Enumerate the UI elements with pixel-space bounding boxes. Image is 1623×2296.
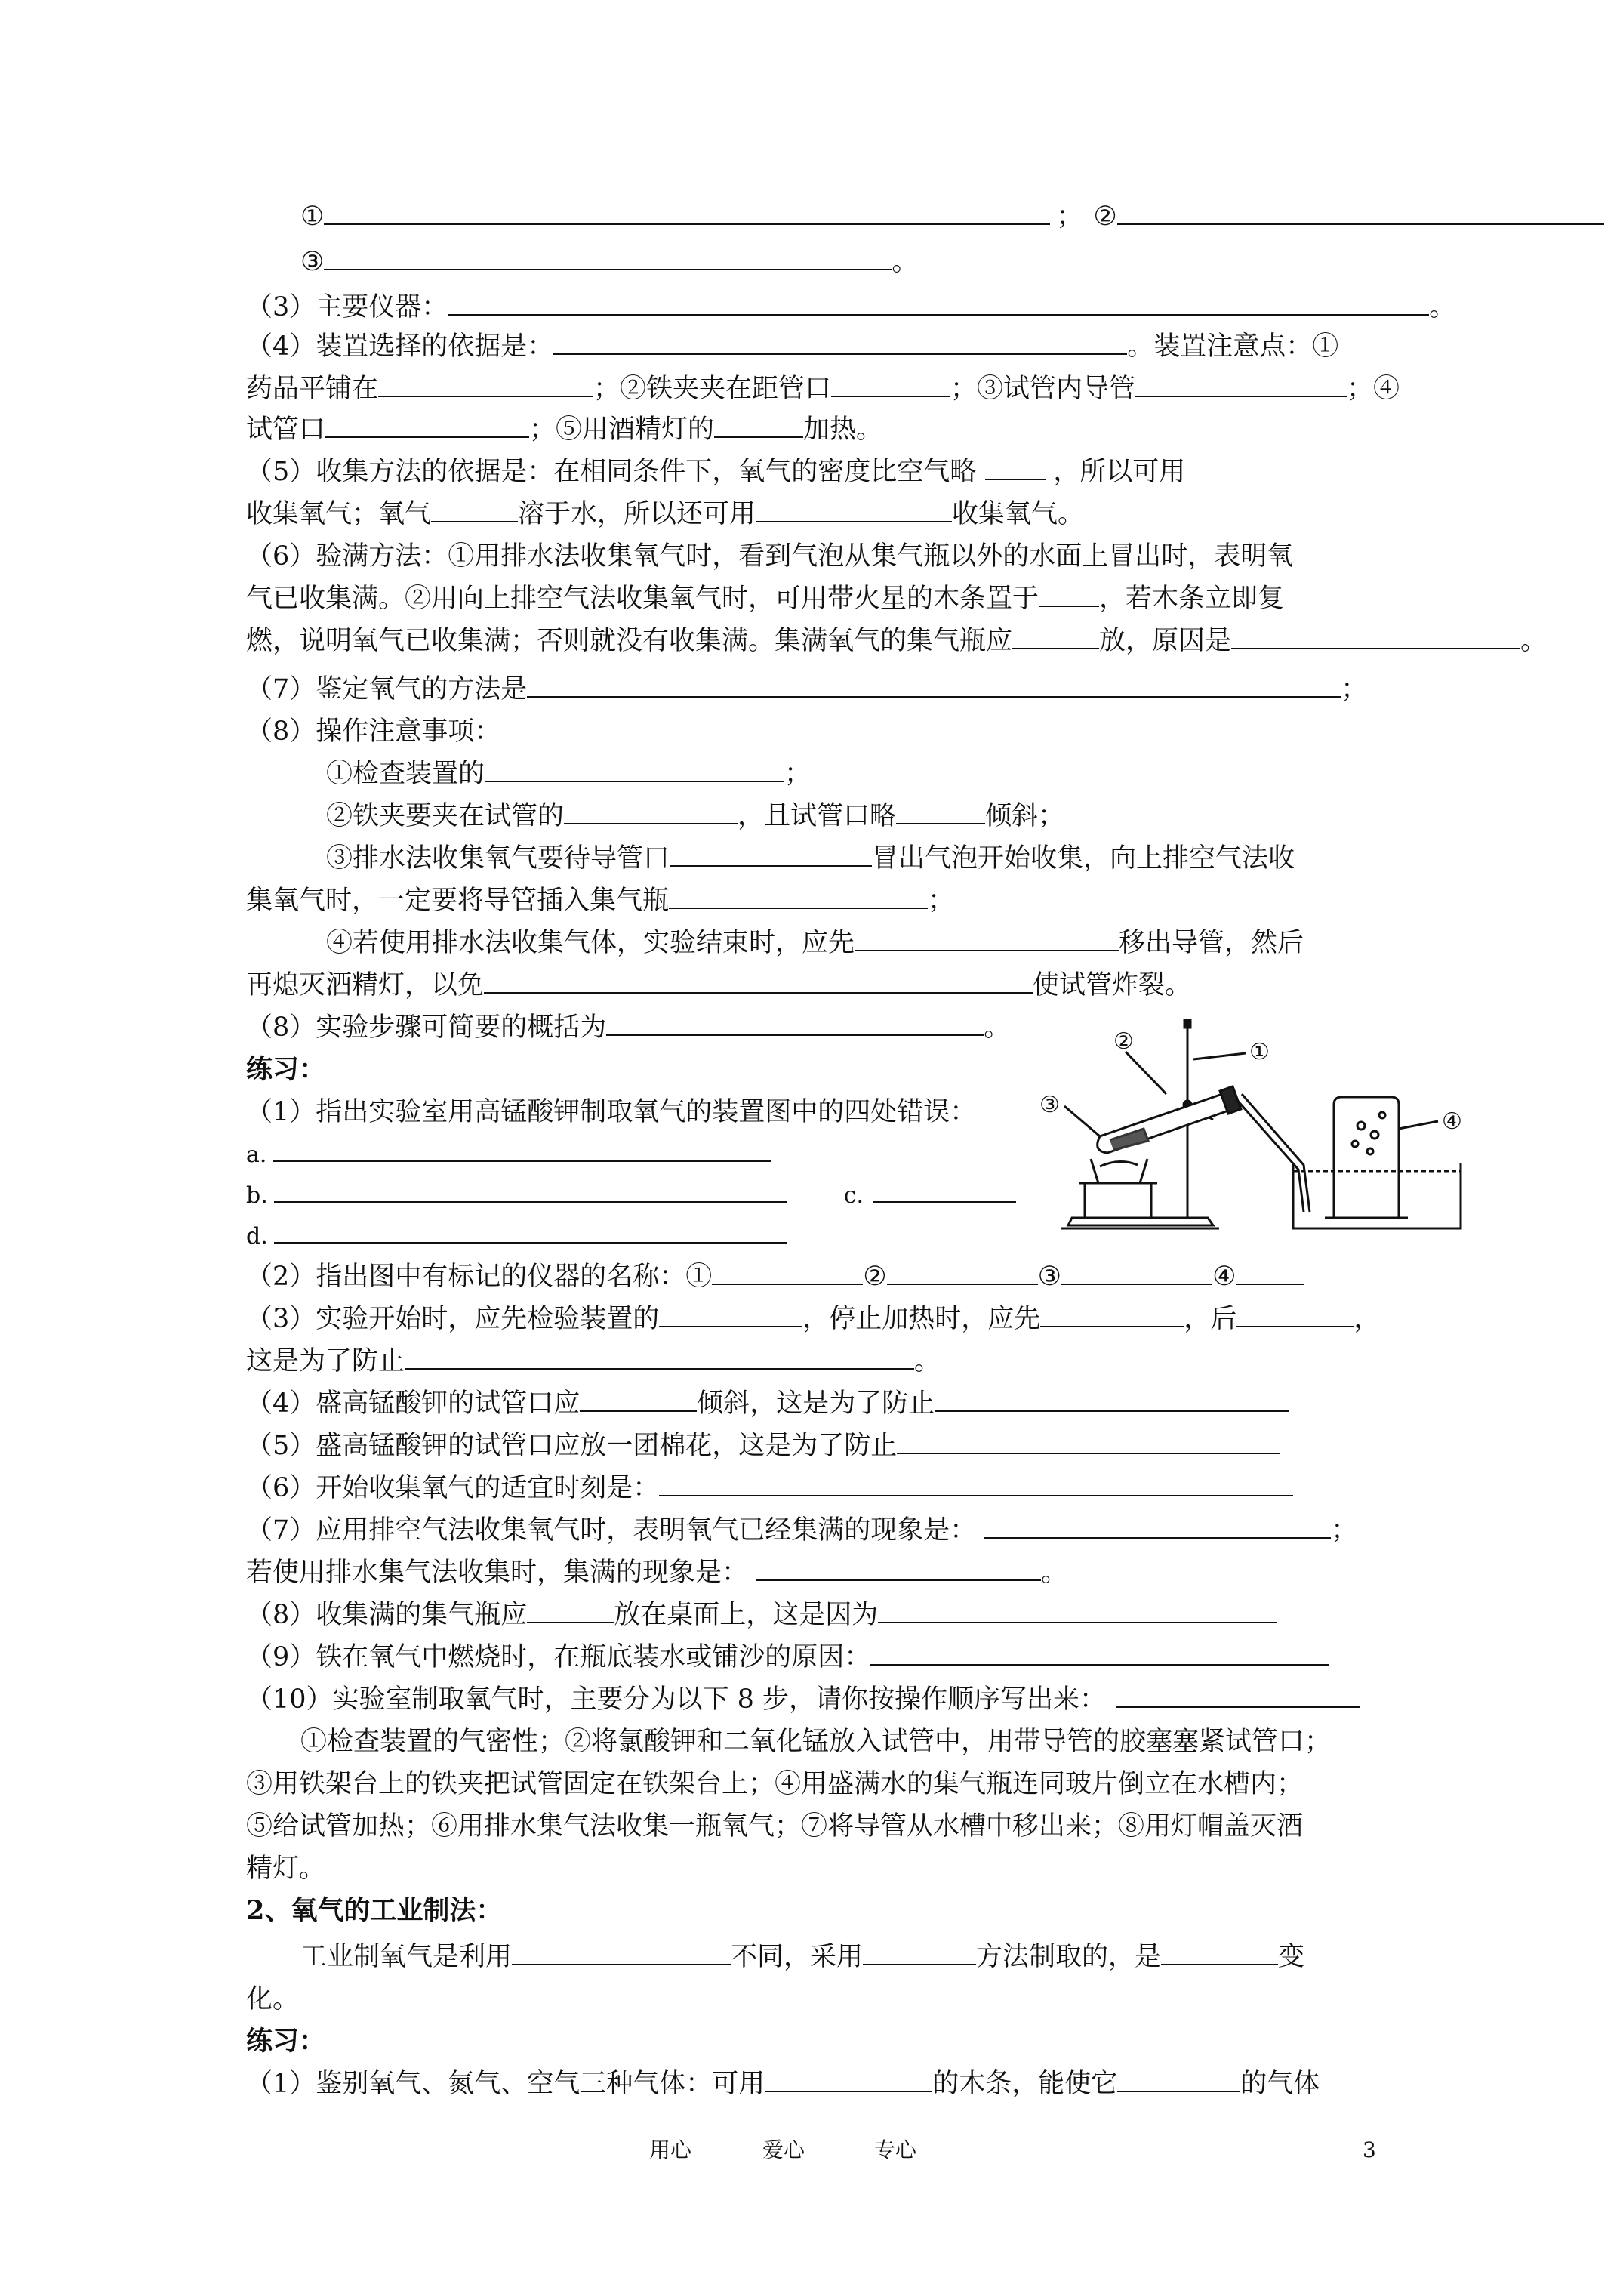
answer-blank[interactable] <box>1116 1684 1360 1708</box>
footer-motto-3: 专心 <box>874 2137 917 2162</box>
answer-blank[interactable] <box>896 800 985 824</box>
answer-blank[interactable] <box>324 246 892 270</box>
figure-label-3: ③ <box>1039 1092 1060 1118</box>
text: 试管口 <box>246 415 326 445</box>
answer-blank[interactable] <box>714 414 803 438</box>
text: ③ <box>1037 1262 1062 1292</box>
text: ； <box>1331 1515 1358 1546</box>
answer-blank[interactable] <box>553 331 1127 355</box>
text: ； <box>928 886 955 916</box>
text: c. <box>843 1182 864 1209</box>
text: 使试管炸裂。 <box>1033 970 1192 1000</box>
text: 倾斜； <box>985 801 1065 831</box>
footer-motto-2: 爱心 <box>762 2137 805 2162</box>
line-25 <box>246 1219 787 1253</box>
text: ， <box>1354 1304 1381 1334</box>
line-16 <box>326 842 1295 875</box>
line-32 <box>246 1514 1357 1547</box>
text: 。 <box>892 247 919 277</box>
text: ，所以可用 <box>1053 457 1186 487</box>
text: （8）实验步骤可简要的概括为 <box>246 1012 607 1043</box>
text: （1）鉴别氧气、氮气、空气三种气体：可用 <box>246 2069 765 2099</box>
line-41 <box>246 1894 502 1928</box>
line-22 <box>246 1096 976 1129</box>
text: （2）指出图中有标记的仪器的名称：① <box>246 1262 713 1292</box>
text: 的木条，能使它 <box>932 2069 1118 2099</box>
text: 放在桌面上，这是因为 <box>614 1600 879 1630</box>
answer-blank[interactable] <box>1236 1303 1354 1327</box>
answer-blank[interactable] <box>606 1012 984 1036</box>
text: 燃，说明氧气已收集满；否则就没有收集满。集满氧气的集气瓶应 <box>246 626 1013 656</box>
text: ④ <box>1212 1262 1236 1292</box>
answer-blank[interactable] <box>1117 2068 1240 2092</box>
answer-blank[interactable] <box>485 758 784 782</box>
answer-blank[interactable] <box>870 1641 1329 1666</box>
answer-blank[interactable] <box>935 1388 1289 1412</box>
answer-blank[interactable] <box>887 1261 1038 1285</box>
text: ③ <box>300 247 325 277</box>
page-number: 3 <box>1363 2137 1376 2162</box>
line-7 <box>246 455 1185 488</box>
line-24 <box>246 1179 1016 1212</box>
answer-blank[interactable] <box>712 1261 863 1285</box>
line-34 <box>246 1598 1277 1632</box>
text: 。 <box>1520 626 1548 656</box>
answer-blank[interactable] <box>324 201 1050 225</box>
answer-blank[interactable] <box>1039 583 1099 607</box>
text: 。 <box>984 1012 1011 1043</box>
line-20 <box>246 1011 1010 1044</box>
text: 若使用排水集气法收集时，集满的现象是： <box>246 1558 749 1588</box>
answer-blank[interactable] <box>670 843 872 867</box>
text: 收集氧气；氧气 <box>246 499 432 529</box>
text: 药品平铺在 <box>246 374 379 404</box>
text: （3）实验开始时，应先检验装置的 <box>246 1304 660 1334</box>
answer-blank[interactable] <box>985 456 1046 480</box>
text: ； <box>1341 674 1368 704</box>
text: （6）验满方法：①用排水法收集氧气时，看到气泡从集气瓶以外的水面上冒出时，表明氧 <box>246 541 1294 572</box>
text: （5）盛高锰酸钾的试管口应放一团棉花，这是为了防止 <box>246 1431 898 1461</box>
line-26 <box>246 1260 1304 1293</box>
text: 溶于水，所以还可用 <box>518 499 756 529</box>
answer-blank[interactable] <box>580 1388 697 1412</box>
line-11 <box>246 624 1547 658</box>
line-2 <box>300 245 918 279</box>
answer-blank[interactable] <box>1040 1303 1184 1327</box>
text: ，若木条立即复 <box>1099 584 1285 614</box>
answer-blank[interactable] <box>1012 625 1099 649</box>
text: b. <box>246 1182 268 1209</box>
answer-blank[interactable] <box>878 1599 1277 1623</box>
answer-blank[interactable] <box>1061 1261 1212 1285</box>
text: ； <box>1056 202 1083 232</box>
line-23 <box>246 1138 771 1171</box>
text: ①检查装置的 <box>326 759 485 789</box>
text: （9）铁在氧气中燃烧时，在瓶底装水或铺沙的原因： <box>246 1642 871 1672</box>
text: ① <box>300 202 325 232</box>
text: 变 <box>1278 1942 1305 1972</box>
text: （7）鉴定氧气的方法是 <box>246 674 528 704</box>
text: 放，原因是 <box>1099 626 1232 656</box>
text: （4）装置选择的依据是： <box>246 331 554 362</box>
answer-blank[interactable] <box>863 1941 976 1965</box>
line-12 <box>246 673 1367 706</box>
answer-blank[interactable] <box>274 1179 787 1203</box>
answer-blank[interactable] <box>659 1303 802 1327</box>
text: 冒出气泡开始收集，向上排空气法收 <box>872 843 1295 874</box>
text: （7）应用排空气法收集氧气时，表明氧气已经集满的现象是： <box>246 1515 977 1546</box>
text: ；③试管内导管 <box>950 374 1136 404</box>
text: 2、氧气的工业制法： <box>246 1895 503 1926</box>
line-4 <box>246 330 1338 363</box>
text: （5）收集方法的依据是：在相同条件下，氧气的密度比空气略 <box>246 457 977 487</box>
text: ④若使用排水法收集气体，实验结束时，应先 <box>326 928 855 958</box>
text: （6）开始收集氧气的适宜时刻是： <box>246 1473 660 1503</box>
line-37 <box>300 1725 1331 1758</box>
text: 再熄灭酒精灯，以免 <box>246 970 485 1000</box>
text: 。 <box>1041 1558 1068 1588</box>
text: （8）收集满的集气瓶应 <box>246 1600 528 1630</box>
text: ，且试管口略 <box>738 801 897 831</box>
text: （4）盛高锰酸钾的试管口应 <box>246 1388 581 1419</box>
line-21 <box>246 1053 325 1086</box>
answer-blank[interactable] <box>756 1557 1041 1581</box>
text: （8）操作注意事项： <box>246 717 501 747</box>
answer-blank[interactable] <box>984 1515 1331 1539</box>
text: ； <box>784 759 812 789</box>
text: 练习： <box>246 1054 326 1085</box>
line-30 <box>246 1429 1280 1462</box>
figure-label-4: ④ <box>1442 1108 1462 1135</box>
line-6 <box>246 413 882 446</box>
figure-label-1: ① <box>1249 1039 1270 1065</box>
text: 精灯。 <box>246 1854 326 1884</box>
answer-blank[interactable] <box>873 1179 1016 1203</box>
answer-blank[interactable] <box>1161 1941 1278 1965</box>
text: a. <box>246 1142 267 1168</box>
answer-blank[interactable] <box>756 498 952 522</box>
line-42 <box>300 1940 1304 1974</box>
text: （3）主要仪器： <box>246 292 448 322</box>
text: 。装置注意点：① <box>1127 331 1339 362</box>
text: 气已收集满。②用向上排空气法收集氧气时，可用带火星的木条置于 <box>246 584 1039 614</box>
line-33 <box>246 1556 1067 1589</box>
figure-label-2: ② <box>1113 1028 1134 1055</box>
line-39 <box>246 1810 1303 1843</box>
line-14 <box>326 757 811 791</box>
line-36 <box>246 1683 1360 1716</box>
line-28 <box>246 1345 941 1378</box>
line-1 <box>300 200 1604 233</box>
answer-blank[interactable] <box>765 2068 932 2092</box>
answer-blank[interactable] <box>431 498 518 522</box>
answer-blank[interactable] <box>512 1941 731 1965</box>
text: 这是为了防止 <box>246 1346 405 1376</box>
text: 收集氧气。 <box>952 499 1085 529</box>
text: ；②铁夹夹在距管口 <box>593 374 832 404</box>
answer-blank[interactable] <box>1117 201 1604 225</box>
answer-blank[interactable] <box>325 414 529 438</box>
line-5 <box>246 372 1400 405</box>
text: ①检查装置的气密性；②将氯酸钾和二氧化锰放入试管中，用带导管的胶塞塞紧试管口； <box>300 1727 1332 1757</box>
text: ⑤给试管加热；⑥用排水集气法收集一瓶氧气；⑦将导管从水槽中移出来；⑧用灯帽盖灭酒 <box>246 1811 1304 1841</box>
footer-motto-1: 用心 <box>649 2137 692 2162</box>
answer-blank[interactable] <box>1236 1261 1304 1285</box>
text: 。 <box>1429 292 1456 322</box>
text: ，停止加热时，应先 <box>802 1304 1041 1334</box>
answer-blank[interactable] <box>1135 373 1347 397</box>
answer-blank[interactable] <box>659 1472 1293 1496</box>
line-8 <box>246 498 1084 531</box>
answer-blank[interactable] <box>831 373 950 397</box>
answer-blank[interactable] <box>378 373 593 397</box>
line-17 <box>246 884 954 917</box>
answer-blank[interactable] <box>527 1599 614 1623</box>
line-31 <box>246 1472 1293 1505</box>
text: 练习： <box>246 2026 326 2057</box>
line-44 <box>246 2025 325 2058</box>
answer-blank[interactable] <box>564 800 738 824</box>
answer-blank[interactable] <box>669 885 928 909</box>
answer-blank[interactable] <box>274 1219 787 1244</box>
text: ；⑤用酒精灯的 <box>529 415 715 445</box>
answer-blank[interactable] <box>273 1138 771 1162</box>
text: （10）实验室制取氧气时，主要分为以下 8 步，请你按操作顺序写出来： <box>246 1684 1107 1715</box>
text: ③用铁架台上的铁夹把试管固定在铁架台上；④用盛满水的集气瓶连同玻片倒立在水槽内； <box>246 1769 1304 1799</box>
text: 集氧气时，一定要将导管插入集气瓶 <box>246 886 670 916</box>
text: 的气体 <box>1240 2069 1320 2099</box>
text: ② <box>1093 202 1117 232</box>
line-29 <box>246 1387 1289 1420</box>
text: 方法制取的，是 <box>976 1942 1162 1972</box>
text: 不同，采用 <box>731 1942 864 1972</box>
text: 倾斜，这是为了防止 <box>697 1388 935 1419</box>
text: ③排水法收集氧气要待导管口 <box>326 843 670 874</box>
line-43 <box>246 1983 299 2016</box>
line-18 <box>326 926 1304 960</box>
answer-blank[interactable] <box>855 927 1119 951</box>
line-10 <box>246 582 1284 615</box>
line-45 <box>246 2067 1320 2100</box>
text: ② <box>863 1262 887 1292</box>
line-40 <box>246 1852 325 1885</box>
text: 工业制氧气是利用 <box>300 1942 513 1972</box>
line-15 <box>326 800 1064 833</box>
line-27 <box>246 1302 1380 1336</box>
apparatus-figure <box>1038 1015 1483 1242</box>
text: 加热。 <box>803 415 883 445</box>
line-13 <box>246 715 500 748</box>
text: （1）指出实验室用高锰酸钾制取氧气的装置图中的四处错误： <box>246 1097 977 1127</box>
text: 移出导管，然后 <box>1119 928 1304 958</box>
text: ；④ <box>1347 374 1400 404</box>
answer-blank[interactable] <box>405 1345 914 1370</box>
text: d. <box>246 1223 268 1250</box>
text: ，后 <box>1184 1304 1237 1334</box>
answer-blank[interactable] <box>897 1430 1280 1454</box>
answer-blank[interactable] <box>1231 625 1520 649</box>
line-35 <box>246 1641 1329 1674</box>
text: 化。 <box>246 1984 300 2014</box>
text: ②铁夹要夹在试管的 <box>326 801 565 831</box>
line-3 <box>246 291 1455 324</box>
answer-blank[interactable] <box>448 291 1429 316</box>
answer-blank[interactable] <box>484 969 1033 994</box>
line-38 <box>246 1767 1303 1801</box>
line-19 <box>246 969 1191 1002</box>
text: 。 <box>914 1346 941 1376</box>
line-9 <box>246 540 1293 573</box>
answer-blank[interactable] <box>527 673 1341 698</box>
